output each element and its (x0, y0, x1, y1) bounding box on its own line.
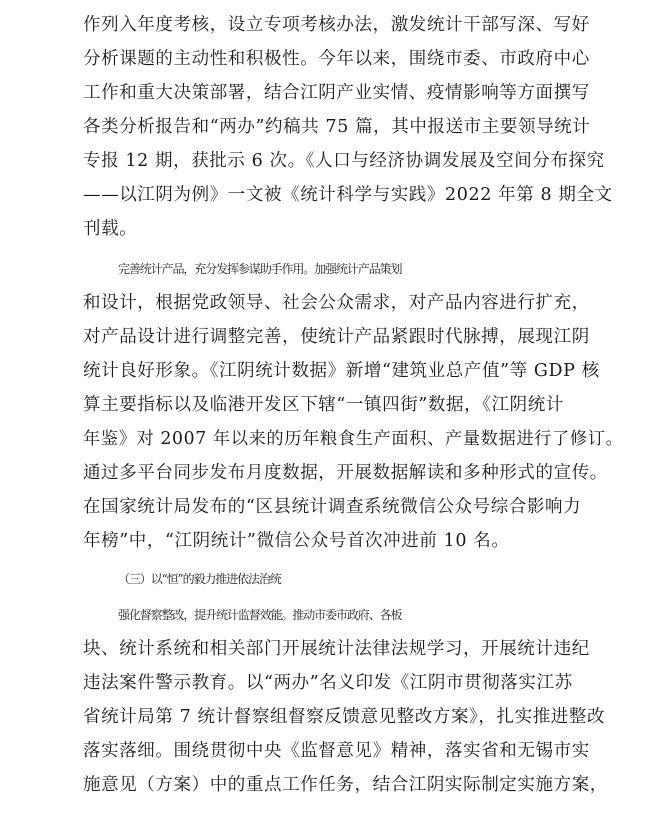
body-line-22: 落实落细。围绕贯彻中央《监督意见》精神，落实省和无锡市实 (83, 741, 590, 761)
body-line-16: 年榜”中，“江阴统计”微信公众号首次冲进前 10 名。 (83, 531, 510, 551)
body-line-5: 专报 12 期，获批示 6 次。《人口与经济协调发展及空间分布探究 (83, 151, 605, 171)
body-line-11: 统计良好形象。《江阴统计数据》新增“建筑业总产值”等 GDP 核 (83, 361, 600, 381)
body-line-14: 通过多平台同步发布月度数据，开展数据解读和多种形式的宣传。 (83, 463, 608, 483)
body-line-23: 施意见（方案）中的重点工作任务，结合江阴实际制定实施方案， (83, 775, 608, 795)
body-line-10: 对产品设计进行调整完善，使统计产品紧跟时代脉搏，展现江阴 (83, 327, 590, 347)
body-line-15: 在国家统计局发布的“区县统计调查系统微信公众号综合影响力 (83, 497, 582, 517)
body-line-12: 算主要指标以及临港开发区下辖“一镇四街”数据，《江阴统计 (83, 395, 564, 415)
body-line-4: 各类分析报告和“两办”约稿共 75 篇，其中报送市主要领导统计 (83, 117, 591, 137)
body-line-1: 作列入年度考核，设立专项考核办法，激发统计干部写深、写好 (83, 15, 590, 35)
paragraph-start-line: 完善统计产品，充分发挥参谋助手作用。加强统计产品策划 (118, 262, 402, 276)
section-heading: （三）以“恒”的毅力推进依法治统 (118, 572, 281, 586)
body-line-7: 刊载。 (83, 219, 138, 239)
body-line-2: 分析课题的主动性和积极性。今年以来，围绕市委、市政府中心 (83, 49, 590, 69)
body-line-21: 省统计局第 7 统计督察组督察反馈意见整改方案》，扎实推进整改 (83, 707, 606, 727)
body-line-9: 和设计，根据党政领导、社会公众需求，对产品内容进行扩充， (83, 293, 590, 313)
paragraph-start-line: 强化督察整改，提升统计监督效能。推动市委市政府、各板 (118, 608, 402, 622)
body-line-3: 工作和重大决策部署，结合江阴产业实情、疫情影响等方面撰写 (83, 83, 590, 103)
body-line-6: ——以江阴为例》一文被《统计科学与实践》2022 年第 8 期全文 (83, 185, 613, 205)
body-line-19: 块、统计系统和相关部门开展统计法律法规学习，开展统计违纪 (83, 639, 590, 659)
body-line-20: 违法案件警示教育。以“两办”名义印发《江阴市贯彻落实江苏 (83, 673, 573, 693)
body-line-13: 年鉴》对 2007 年以来的历年粮食生产面积、产量数据进行了修订。 (83, 429, 624, 449)
